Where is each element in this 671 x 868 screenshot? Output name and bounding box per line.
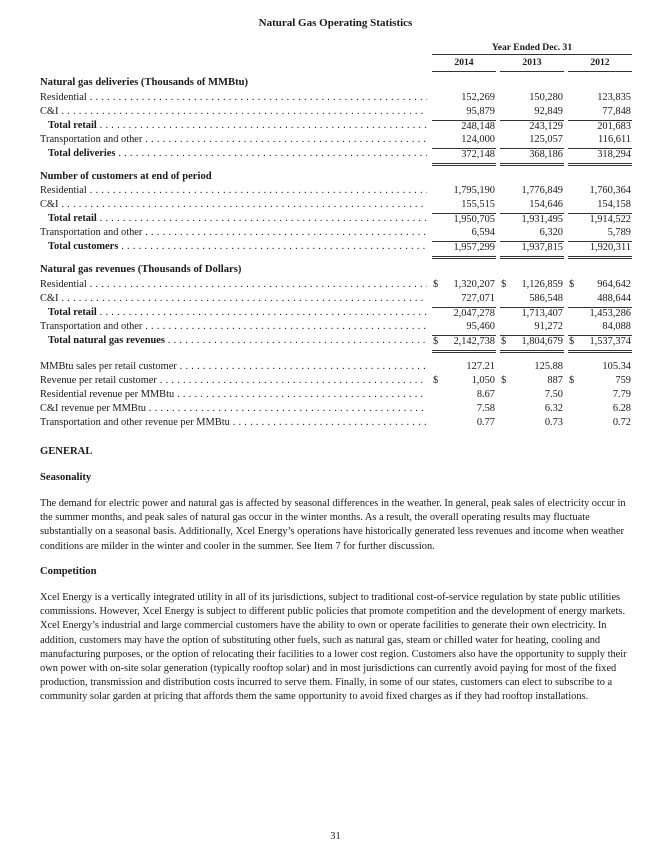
cell: 1,760,364 — [589, 185, 631, 196]
cell: 5,789 — [607, 227, 631, 238]
row-label: Transportation and other . . . — [40, 134, 427, 145]
cell — [568, 335, 632, 349]
cell-value: 1,804,679 — [521, 336, 563, 347]
cell: 1,914,522 — [568, 213, 632, 227]
row-label: Total natural gas revenues . . . — [40, 335, 427, 346]
dollar-sign: $ — [569, 279, 575, 290]
table-row — [40, 417, 632, 431]
cell: 6.28 — [612, 403, 631, 414]
cell: 1,795,190 — [453, 185, 495, 196]
row-label: Total retail . . . — [40, 307, 427, 318]
year-ended-header: Year Ended Dec. 31 — [491, 42, 573, 53]
row-label: Residential . . . — [40, 185, 427, 196]
table-row — [40, 293, 632, 307]
row-label: Total retail . . . — [40, 120, 427, 131]
row-label: C&I revenue per MMBtu . . . — [40, 403, 427, 414]
cell: 586,548 — [529, 293, 563, 304]
table-row — [40, 92, 632, 106]
cell: 1,931,495 — [500, 213, 564, 227]
cell: 368,186 — [500, 148, 564, 162]
table-row — [40, 321, 632, 335]
competition-heading: Competition — [40, 566, 97, 577]
table-row — [40, 279, 632, 293]
table-row-total — [40, 148, 632, 162]
cell: 1,776,849 — [521, 185, 563, 196]
dollar-sign: $ — [501, 336, 507, 347]
cell: 155,515 — [461, 199, 495, 210]
row-label: Residential . . . — [40, 279, 427, 290]
cell: 77,848 — [602, 106, 631, 117]
cell: 488,644 — [597, 293, 631, 304]
section-title-revenues: Natural gas revenues (Thousands of Dollars) — [40, 264, 242, 275]
page-number: 31 — [330, 831, 341, 842]
cell — [568, 375, 632, 389]
row-label: Revenue per retail customer . . . — [40, 375, 427, 386]
cell-value: 1,126,859 — [521, 279, 563, 290]
table-row — [40, 185, 632, 199]
seasonality-paragraph: The demand for electric power and natural gas is affected by seasonal differences in the weather. In general, peak sales of electricity occur in the summer months, and peak sales of natural gas occur in the winter months. As a result, the overall operating results may fluctuate substantially on a seasonal basis. Additionally, Xcel Energy’s operations have historically generated less revenues and income when weather conditions are milder in the winter and cooler in the summer. See Item 7 for further discussion. — [40, 498, 626, 552]
cell: 7.58 — [476, 403, 495, 414]
cell: 124,000 — [461, 134, 495, 145]
cell: 6,594 — [471, 227, 495, 238]
cell: 95,460 — [466, 321, 495, 332]
table-row — [40, 389, 632, 403]
table-row — [40, 403, 632, 417]
dollar-sign: $ — [433, 375, 439, 386]
dollar-sign: $ — [569, 336, 575, 347]
dollar-sign: $ — [569, 375, 575, 386]
cell: 0.72 — [612, 417, 631, 428]
row-label: Residential revenue per MMBtu . . . — [40, 389, 427, 400]
cell: 243,129 — [500, 120, 564, 134]
cell: 150,280 — [529, 92, 563, 103]
cell: 116,611 — [598, 134, 631, 145]
cell: 201,683 — [568, 120, 632, 134]
row-label: MMBtu sales per retail customer . . . — [40, 361, 427, 372]
cell: 2,047,278 — [432, 307, 496, 321]
column-header-2013: 2013 — [500, 57, 564, 72]
cell: 1,920,311 — [568, 241, 632, 255]
section-title-deliveries: Natural gas deliveries (Thousands of MMBtu) — [40, 77, 249, 88]
cell: 318,294 — [568, 148, 632, 162]
table-row — [40, 199, 632, 213]
row-label: Total retail . . . — [40, 213, 427, 224]
competition-paragraph: Xcel Energy is a vertically integrated utility in all of its jurisdictions, subject to traditional cost-of-service regulation by state public utilities commissions. However, Xcel Energy is subject to different public policies that promote competition and the development of energy markets. Xcel Energy’s industrial and large commercial customers have the ability to own or operate facilities to generate their own electricity. In addition, customers may have the option of substituting other fuels, such as natural gas, steam or chilled water for heating, cooling and manufacturing purposes, or the option of relocating their facilities to a lower cost region. Customers also have the opportunity to supply their own power with on-site solar generation (typically rooftop solar) and in most jurisdictions can currently avoid paying for most of the fixed production, transmission and distribution costs incurred to serve them. Finally, in some of our states, customers can elect to subscribe to a community solar garden at pricing that affords them the same opportunity to avoid fixed charges as if they had rooftop installations. — [40, 592, 627, 703]
row-label: Total deliveries . . . — [40, 148, 427, 159]
cell: 8.67 — [476, 389, 495, 400]
table-row-total — [40, 335, 632, 349]
cell: 1,950,705 — [432, 213, 496, 227]
table-row-total — [40, 307, 632, 321]
cell: 248,148 — [432, 120, 496, 134]
cell: 727,071 — [461, 293, 495, 304]
row-label: C&I . . . — [40, 106, 427, 117]
cell-value: 1,050 — [471, 375, 495, 386]
table-row — [40, 375, 632, 389]
column-header-2012: 2012 — [568, 57, 632, 72]
cell: 1,713,407 — [500, 307, 564, 321]
cell: 91,272 — [534, 321, 563, 332]
section-title-customers: Number of customers at end of period — [40, 171, 212, 182]
cell: 6.32 — [544, 403, 563, 414]
cell: 105.34 — [602, 361, 631, 372]
cell: 1,453,286 — [568, 307, 632, 321]
cell — [500, 335, 564, 349]
page-title: Natural Gas Operating Statistics — [258, 17, 413, 29]
cell: 7.50 — [544, 389, 563, 400]
table-row — [40, 227, 632, 241]
cell: 152,269 — [461, 92, 495, 103]
cell: 1,957,299 — [432, 241, 496, 255]
cell: 84,088 — [602, 321, 631, 332]
dollar-sign: $ — [433, 336, 439, 347]
cell: 1,937,815 — [500, 241, 564, 255]
row-label: Transportation and other . . . — [40, 227, 427, 238]
column-header-2014: 2014 — [432, 57, 496, 72]
dollar-sign: $ — [501, 375, 507, 386]
cell: 154,646 — [529, 199, 563, 210]
cell-value: 1,320,207 — [453, 279, 495, 290]
table-row — [40, 134, 632, 148]
general-heading: GENERAL — [40, 446, 93, 457]
cell-value: 887 — [547, 375, 563, 386]
row-label: Transportation and other . . . — [40, 321, 427, 332]
row-label: C&I . . . — [40, 293, 427, 304]
cell: 125.88 — [534, 361, 563, 372]
cell: 154,158 — [597, 199, 631, 210]
seasonality-heading: Seasonality — [40, 472, 92, 483]
row-label: Residential . . . — [40, 92, 427, 103]
cell: 123,835 — [597, 92, 631, 103]
cell: 0.73 — [544, 417, 563, 428]
dollar-sign: $ — [501, 279, 507, 290]
cell — [432, 335, 496, 349]
cell — [432, 375, 496, 389]
cell: 0.77 — [476, 417, 495, 428]
cell-value: 964,642 — [597, 279, 631, 290]
cell-value: 2,142,738 — [453, 336, 495, 347]
cell: 6,320 — [539, 227, 563, 238]
row-label: Transportation and other revenue per MMBtu . . . — [40, 417, 427, 428]
dollar-sign: $ — [433, 279, 439, 290]
row-label: Total customers . . . — [40, 241, 427, 252]
cell: 127.21 — [466, 361, 495, 372]
cell: 125,057 — [529, 134, 563, 145]
header-rule — [432, 54, 632, 55]
cell — [500, 375, 564, 389]
row-label: C&I . . . — [40, 199, 427, 210]
cell-value: 759 — [615, 375, 631, 386]
table-row — [40, 106, 632, 120]
cell: 7.79 — [612, 389, 631, 400]
cell: 95,879 — [466, 106, 495, 117]
cell — [500, 279, 564, 293]
table-row-total — [40, 241, 632, 255]
cell: 372,148 — [432, 148, 496, 162]
cell: 92,849 — [534, 106, 563, 117]
table-row — [40, 361, 632, 375]
table-row-total — [40, 213, 632, 227]
cell — [568, 279, 632, 293]
cell-value: 1,537,374 — [589, 336, 631, 347]
table-row-total — [40, 120, 632, 134]
cell — [432, 279, 496, 293]
